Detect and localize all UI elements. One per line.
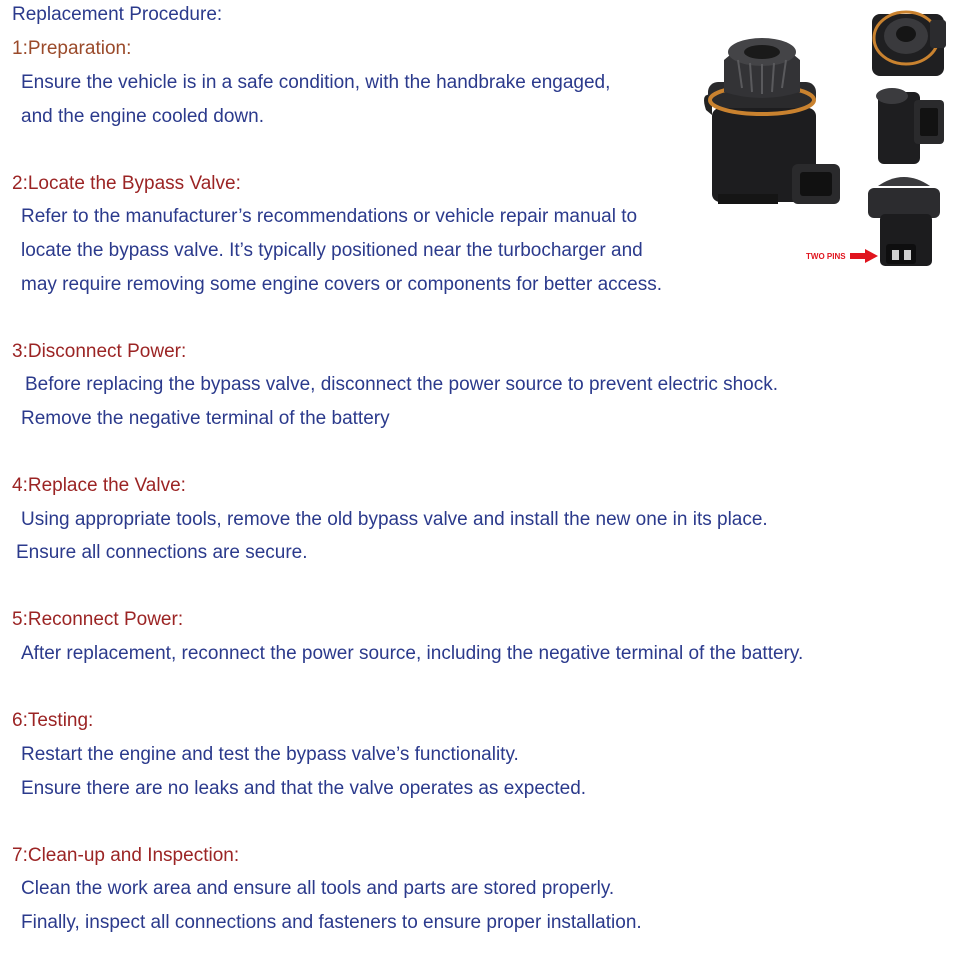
two-pins-callout-label: TWO PINS (806, 252, 846, 261)
step-line: Finally, inspect all connections and fasteners to ensure proper installation. (21, 912, 642, 933)
step-heading-reconnect: 5:Reconnect Power: (12, 609, 184, 630)
step-line: Before replacing the bypass valve, disconnect the power source to prevent electric shock. (25, 374, 779, 395)
step-line: Ensure all connections are secure. (16, 542, 308, 563)
step-line: Remove the negative terminal of the battery (21, 408, 390, 429)
step-heading-testing: 6:Testing: (12, 710, 94, 731)
step-line: Clean the work area and ensure all tools and parts are stored properly. (21, 878, 615, 899)
step-line: Restart the engine and test the bypass valve’s functionality. (21, 744, 519, 765)
step-heading-preparation: 1:Preparation: (12, 38, 132, 59)
step-line: Refer to the manufacturer’s recommendations or vehicle repair manual to (21, 206, 638, 227)
step-heading-disconnect: 3:Disconnect Power: (12, 341, 187, 362)
step-line: Ensure the vehicle is in a safe condition, with the handbrake engaged, (21, 72, 611, 93)
bypass-valve-main-image (704, 38, 840, 204)
step-heading-cleanup: 7:Clean-up and Inspection: (12, 845, 240, 866)
bypass-valve-side-view-image (876, 88, 944, 164)
step-line: and the engine cooled down. (21, 106, 264, 127)
bypass-valve-top-view-image (872, 12, 946, 76)
page-title: Replacement Procedure: (12, 4, 223, 25)
step-line: Using appropriate tools, remove the old bypass valve and install the new one in its place. (21, 509, 768, 530)
arrow-right-icon (850, 249, 878, 263)
step-heading-locate: 2:Locate the Bypass Valve: (12, 173, 241, 194)
step-line: may require removing some engine covers or components for better access. (21, 274, 663, 295)
step-heading-replace: 4:Replace the Valve: (12, 475, 186, 496)
step-line: After replacement, reconnect the power source, including the negative terminal of the battery. (21, 643, 804, 664)
step-line: Ensure there are no leaks and that the valve operates as expected. (21, 778, 587, 799)
bypass-valve-connector-view-image (868, 177, 940, 266)
step-line: locate the bypass valve. It’s typically positioned near the turbocharger and (21, 240, 643, 261)
